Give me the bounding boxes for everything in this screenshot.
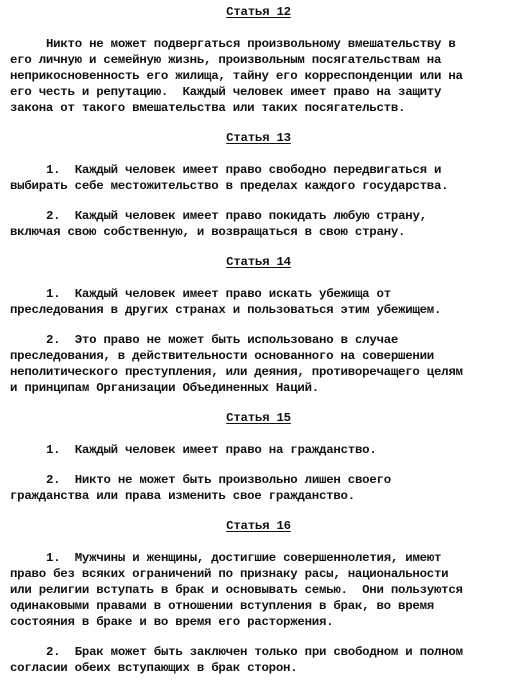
text-line: 2. Никто не может быть произвольно лишен своего bbox=[46, 473, 391, 487]
article-heading: Статья 12 bbox=[226, 5, 291, 19]
text-line: его честь и репутацию. Каждый человек имеет право на защиту bbox=[10, 85, 442, 99]
text-line: и принципам Организации Объединенных Наций. bbox=[10, 381, 319, 395]
text-line: 2. Каждый человек имеет право покидать любую страну, bbox=[46, 209, 427, 223]
article-paragraph bbox=[10, 286, 507, 318]
text-line: 2. Это право не может быть использовано в случае bbox=[46, 333, 399, 347]
article-paragraph bbox=[10, 550, 507, 630]
text-line: 1. Каждый человек имеет право свободно передвигаться и bbox=[46, 163, 442, 177]
article-heading: Статья 16 bbox=[226, 519, 291, 533]
article-paragraph bbox=[10, 36, 507, 116]
document-body bbox=[10, 4, 507, 676]
article-paragraph bbox=[10, 162, 507, 194]
text-line: состояния в браке и во время его расторжения. bbox=[10, 615, 334, 629]
text-line: выбирать себе местожительство в пределах каждого государства. bbox=[10, 179, 449, 193]
text-line: преследования в других странах и пользоваться этим убежищем. bbox=[10, 303, 442, 317]
text-line: неприкосновенность его жилища, тайну его корреспонденции или на bbox=[10, 69, 463, 83]
text-line: неполитического преступления, или деяния, противоречащего целям bbox=[10, 365, 463, 379]
text-line: или религии вступать в брак и основывать семью. Они пользуются bbox=[10, 583, 463, 597]
article-paragraph bbox=[10, 332, 507, 396]
article-paragraph bbox=[10, 472, 507, 504]
article-12 bbox=[10, 4, 507, 116]
text-line: согласии обеих вступающих в брак сторон. bbox=[10, 661, 298, 675]
text-line: 1. Каждый человек имеет право искать убежища от bbox=[46, 287, 391, 301]
text-line: право без всяких ограничений по признаку расы, национальности bbox=[10, 567, 449, 581]
article-paragraph bbox=[10, 442, 507, 458]
text-line: закона от такого вмешательства или таких посягательств. bbox=[10, 101, 406, 115]
article-heading: Статья 14 bbox=[226, 255, 291, 269]
text-line: включая свою собственную, и возвращаться в свою страну. bbox=[10, 225, 406, 239]
text-line: одинаковыми правами в отношении вступления в брак, во время bbox=[10, 599, 434, 613]
article-15 bbox=[10, 410, 507, 504]
article-heading: Статья 15 bbox=[226, 411, 291, 425]
text-line: его личную и семейную жизнь, произвольным посягательствам на bbox=[10, 53, 442, 67]
article-paragraph bbox=[10, 644, 507, 676]
text-line: Никто не может подвергаться произвольному вмешательству в bbox=[46, 37, 456, 51]
text-line: преследования, в действительности основанного на совершении bbox=[10, 349, 434, 363]
article-13 bbox=[10, 130, 507, 240]
text-line: гражданства или права изменить свое гражданство. bbox=[10, 489, 355, 503]
article-heading: Статья 13 bbox=[226, 131, 291, 145]
text-line: 1. Мужчины и женщины, достигшие совершеннолетия, имеют bbox=[46, 551, 442, 565]
article-14 bbox=[10, 254, 507, 396]
article-16 bbox=[10, 518, 507, 676]
text-line: 2. Брак может быть заключен только при свободном и полном bbox=[46, 645, 463, 659]
text-line: 1. Каждый человек имеет право на гражданство. bbox=[46, 443, 377, 457]
article-paragraph bbox=[10, 208, 507, 240]
